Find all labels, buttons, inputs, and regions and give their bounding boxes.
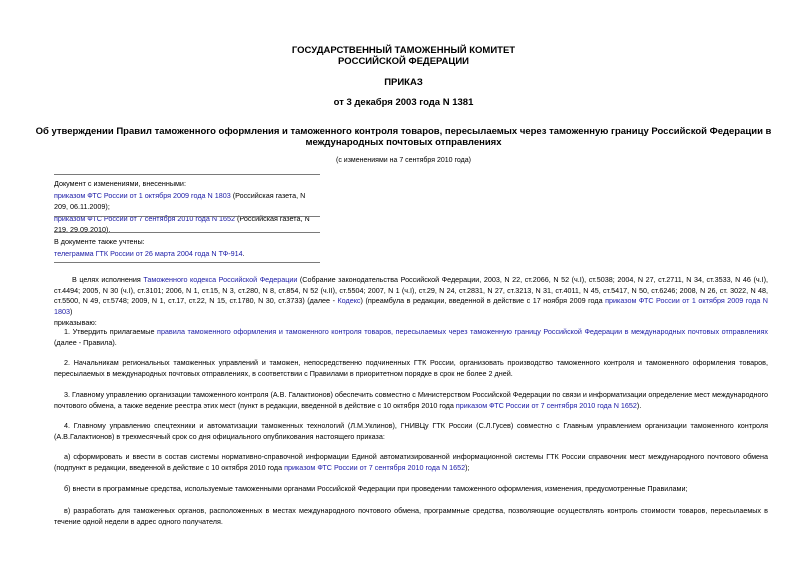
considered-intro: В документе также учтены: [54,237,145,246]
paragraph-text: а) сформировать и ввести в состав системы нормативно-справочной информации Единой автоматизированной информационной системы ГТК России справочник мест международного почтового обмена (подпункт в редакции, введенной в действие с 10 октября 2010 года [54,452,768,472]
paragraph-text: ); [465,462,470,472]
paragraph-text: (далее - Правила). [54,337,117,347]
preamble-text: ) (преамбула в редакции, введенной в действие с 17 ноября 2009 года [360,296,606,305]
paragraph-text: 1. Утвердить прилагаемые [64,327,158,336]
telegram-link[interactable]: телеграмма ГТК России от 26 марта 2004 года N ТФ-914 [54,248,243,258]
amendments-top-rule [54,174,320,175]
document-title-line1: Об утверждении Правил таможенного оформления и таможенного контроля товаров, пересылаемых через таможенную границу Российской Федерации в [35,126,772,137]
amendments-intro: Документ с изменениями, внесенными: [54,179,186,188]
amendment-link-1652[interactable]: приказом ФТС России от 7 сентября 2010 года N 1652 [54,213,236,223]
preamble-order-link[interactable]: приказом ФТС России от 1 октября 2009 года N 1803 [54,296,768,316]
considered-top-rule [54,232,320,233]
amendment-item [54,190,320,213]
customs-code-link[interactable]: Таможенного кодекса Российской Федерации [143,275,298,284]
document-title-line2: международных почтовых отправлениях [305,137,502,148]
considered-box [54,236,320,259]
document-date: от 3 декабря 2003 года N 1381 [333,97,474,108]
paragraph-text: ). [636,400,642,410]
amendment-source: (Российская газета, N 219, 29.09.2010). [54,213,310,234]
paragraph-1 [54,327,768,348]
paragraph-3 [54,390,768,411]
paragraph-4b: б) внести в программные средства, используемые таможенными органами Российской Федерации при проведении таможенного оформления, изменения, предусмотренные Правилами; [64,484,688,493]
paragraph-4c: в) разработать для таможенных органов, расположенных в местах международного почтового обмена, программные средства, позволяющие осуществлять контроль стоимости товаров, пересылаемых в течение одной недели в адрес одного получателя. [54,506,768,526]
agency-name-line2: РОССИЙСКОЙ ФЕДЕРАЦИИ [337,56,469,67]
preamble-text: ) [70,306,73,316]
paragraph-text: 3. Главному управлению организации таможенного контроля (А.В. Галактионов) обеспечить совместно с Министерством Российской Федерации по связи и информатизации определение мест международного почтового обмена, а также ведение реестра этих мест (пункт в редакции, введенной в действие с 10 октября 2010 года [54,390,768,410]
order-1652-link[interactable]: приказом ФТС России от 7 сентября 2010 года N 1652 [455,400,637,410]
amendment-link-1803[interactable]: приказом ФТС России от 1 октября 2009 года N 1803 [54,190,231,200]
considered-item [54,248,320,260]
document-type: ПРИКАЗ [384,77,423,88]
paragraph-2: 2. Начальникам региональных таможенных управлений и таможен, непосредственно подчиненных ГТК России, организовать производство таможенного контроля и таможенного оформления товаров, пересылаемых в международных почтовых отправлениях, в соответствии с Правилами в приоритетном порядке в срок не более 2 дней. [54,358,768,378]
preamble-text: (Собрание законодательства Российской Федерации, 2003, N 22, ст.2066, N 52 (ч.I), ст.5038; 2004, N 27, ст.2711, N 34, ст.3533, N 46 (ч.I), ст.4494; 2005, N 30 (ч.I), ст.3101; 2006, N 1, ст.15, N 3, ст.280, N 8, ст.854, N 52 (ч.II), ст.5504; 2007, N 1 (ч.I), ст.29, N 24, ст.2831, N 27, ст.3213, N 31, ст.4011, N 45, ст.5417, N 50, ст.6246; 2008, N 26, ст. 3022, N 48, ст.5500, N 49, ст.5748; 2009, N 1, ст.17, ст.22, N 15, ст.1780, N 30, ст.3733) (далее - [54,275,768,305]
paragraph-4: 4. Главному управлению спецтехники и автоматизации таможенных технологий (Л.М.Уклинов), ГНИВЦу ГТК России (С.Л.Гусев) совместно с Главным управлением организации таможенного контроля (А.В.Галактионов) в трехмесячный срок со дня официального опубликования настоящего приказа: [54,421,768,441]
order-1652-link[interactable]: приказом ФТС России от 7 сентября 2010 года N 1652 [284,462,466,472]
preamble-text: В целях исполнения [72,275,144,284]
changes-note: (с изменениями на 7 сентября 2010 года) [336,157,471,164]
amendments-bottom-rule [54,216,320,217]
considered-bottom-rule [54,262,320,263]
paragraph-4a [54,452,768,473]
amendments-box [54,178,320,236]
order-word: приказываю: [54,318,97,327]
code-link[interactable]: Кодекс [337,296,361,305]
preamble [54,275,768,317]
rules-link[interactable]: правила таможенного оформления и таможенного контроля товаров, пересылаемых через таможенную границу Российской Федерации в международных почтовых отправлениях [157,327,768,336]
considered-tail: . [242,248,245,258]
agency-name-line1: ГОСУДАРСТВЕННЫЙ ТАМОЖЕННЫЙ КОМИТЕТ [291,45,516,56]
amendment-source: (Российская газета, N 209, 06.11.2009); [54,190,306,211]
